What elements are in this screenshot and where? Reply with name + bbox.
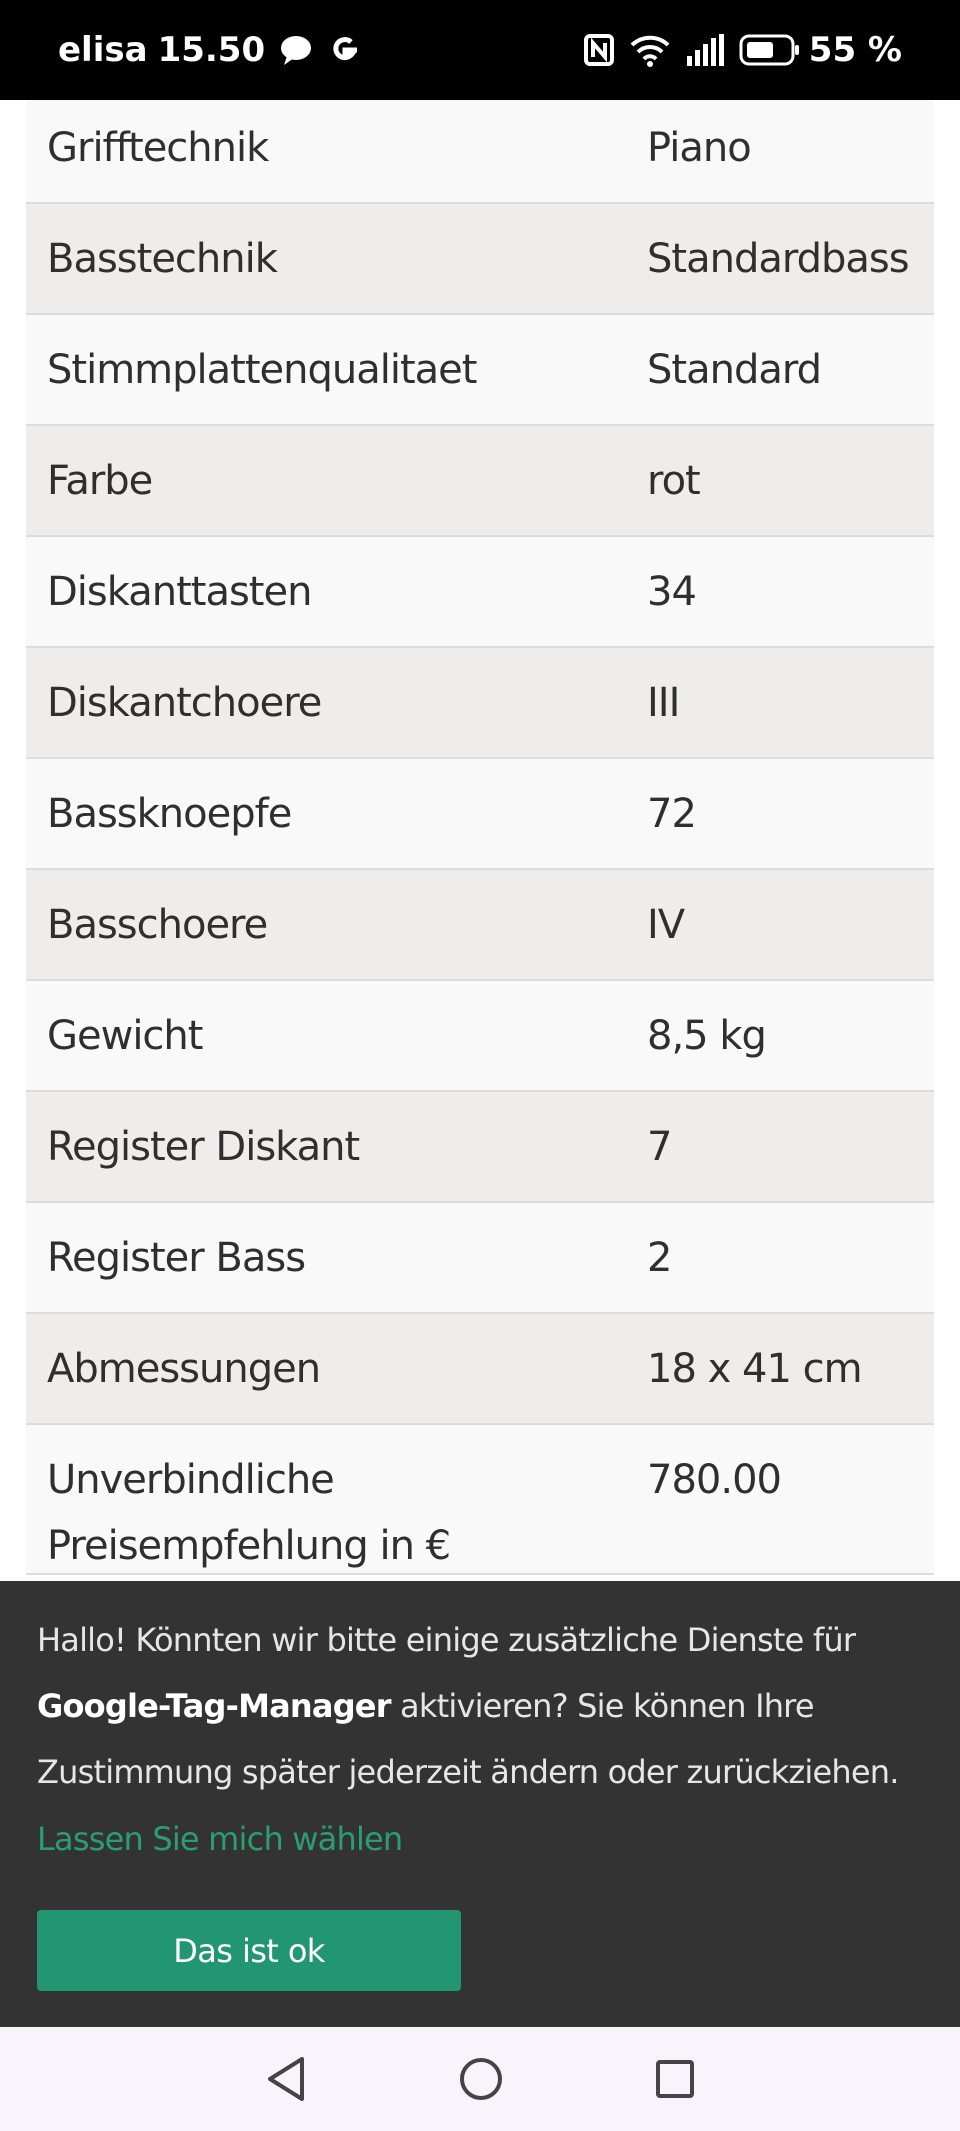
spec-label: Abmessungen: [47, 1346, 321, 1392]
spec-table: [26, 100, 934, 1575]
recents-icon[interactable]: [654, 2058, 696, 2100]
table-row: [26, 1314, 934, 1425]
spec-value: 8,5 kg: [647, 1013, 766, 1059]
spec-value: 2: [647, 1235, 672, 1281]
spec-label: Diskanttasten: [47, 569, 312, 615]
system-nav-bar: [0, 2027, 960, 2131]
table-row: [26, 537, 934, 648]
back-icon[interactable]: [264, 2055, 308, 2103]
spec-value: III: [647, 680, 680, 726]
status-bar: [0, 0, 960, 100]
status-bar-right: [583, 30, 902, 70]
spec-label: Diskantchoere: [47, 680, 322, 726]
cookie-service-name: Google-Tag-Manager: [37, 1687, 391, 1725]
clock: 15.50: [157, 30, 266, 70]
spec-value: 34: [647, 569, 696, 615]
spec-value: Standardbass: [647, 236, 909, 282]
choose-services-link[interactable]: Lassen Sie mich wählen: [37, 1820, 403, 1858]
table-row: [26, 1092, 934, 1203]
spec-label: Basschoere: [47, 902, 268, 948]
spec-label: Bassknoepfe: [47, 791, 292, 837]
table-row: [26, 204, 934, 315]
signal-icon: [685, 34, 725, 66]
cookie-message: [37, 1607, 923, 1805]
table-row: [26, 870, 934, 981]
spec-label: Gewicht: [47, 1013, 203, 1059]
cookie-consent-banner: [0, 1581, 960, 2027]
table-row: [26, 426, 934, 537]
spec-value: Standard: [647, 347, 821, 393]
status-bar-left: [58, 30, 363, 70]
spec-value: 780.00: [647, 1457, 781, 1503]
google-icon: [327, 32, 363, 68]
spec-label: Basstechnik: [47, 236, 277, 282]
table-row: [26, 100, 934, 204]
spec-label: Stimmplattenqualitaet: [47, 347, 477, 393]
table-row: [26, 1425, 934, 1575]
spec-value: rot: [647, 458, 700, 504]
table-row: [26, 759, 934, 870]
table-row: [26, 1203, 934, 1314]
accept-cookies-button[interactable]: Das ist ok: [37, 1910, 461, 1991]
wifi-icon: [629, 33, 671, 67]
spec-value: IV: [647, 902, 685, 948]
spec-label: Farbe: [47, 458, 153, 504]
table-row: [26, 981, 934, 1092]
battery-percent: 55 %: [808, 30, 902, 70]
table-row: [26, 315, 934, 426]
home-icon[interactable]: [458, 2056, 504, 2102]
spec-value: 18 x 41 cm: [647, 1346, 862, 1392]
spec-label: Register Diskant: [47, 1124, 360, 1170]
cookie-text-after: aktivieren? Sie können Ihre Zustimmung später jederzeit ändern oder zurückziehen.: [37, 1687, 899, 1791]
spec-label: Register Bass: [47, 1235, 306, 1281]
spec-label: Grifftechnik: [47, 125, 269, 171]
spec-value: 72: [647, 791, 696, 837]
battery-icon: [739, 33, 801, 67]
spec-label: Unverbindliche Preisempfehlung in €: [47, 1457, 451, 1569]
spec-value: 7: [647, 1124, 672, 1170]
chat-bubble-icon: [279, 34, 313, 66]
nfc-icon: [583, 33, 615, 67]
table-row: [26, 648, 934, 759]
cookie-text-before: Hallo! Könnten wir bitte einige zusätzliche Dienste für: [37, 1621, 856, 1659]
spec-value: Piano: [647, 125, 751, 171]
carrier-name: elisa: [58, 30, 148, 70]
